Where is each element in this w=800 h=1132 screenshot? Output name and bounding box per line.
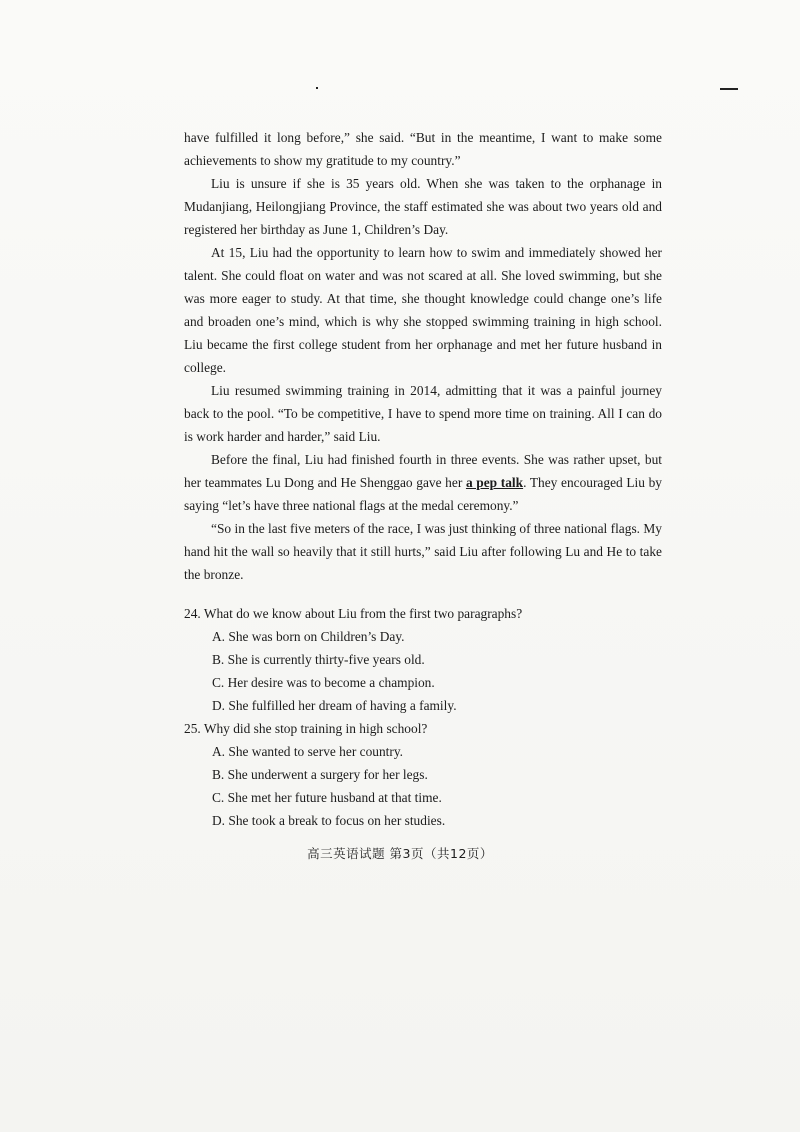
page-footer: 高三英语试题 第3页（共12页） [307,846,493,861]
option-d: D. She took a break to focus on her studies. [212,813,446,828]
question-25 [184,717,662,832]
option-d: D. She fulfilled her dream of having a family. [212,698,457,713]
paragraph-5-text-after: . They encouraged Liu by saying “let’s have three national flags at the medal ceremony.” [184,475,662,513]
passage-paragraph-4: Liu resumed swimming training in 2014, admitting that it was a painful journey back to the pool. “To be competitive, I have to spend more time on training. All I can do is work harder and harder,” said Liu. [184,383,662,444]
reading-passage [184,126,662,586]
option-c: C. Her desire was to become a champion. [212,675,435,690]
passage-paragraph-2: Liu is unsure if she is 35 years old. When she was taken to the orphanage in Mudanjiang, Heilongjiang Province, the staff estimated she was about two years old and registered her birthday as June 1, Children’s Day. [184,176,662,237]
passage-paragraph-3: At 15, Liu had the opportunity to learn how to swim and immediately showed her talent. She could float on water and was not scared at all. She loved swimming, but she was more eager to study. At that time, she thought knowledge could change one’s life and broaden one’s mind, which is why she stopped swimming training in high school. Liu became the first college student from her orphanage and met her future husband in college. [184,245,662,375]
passage-paragraph-5 [184,448,662,517]
option-c: C. She met her future husband at that time. [212,790,442,805]
passage-paragraph-1: have fulfilled it long before,” she said. “But in the meantime, I want to make some achievements to show my gratitude to my country.” [184,130,662,168]
scan-speck [316,87,318,89]
question-stem: 24. What do we know about Liu from the first two paragraphs? [184,606,523,621]
paragraph-5-text-before: Before the final, Liu had finished fourth in three events. She was rather upset, but her teammates Lu Dong and He Shenggao gave her [184,452,662,490]
option-a: A. She wanted to serve her country. [212,744,404,759]
answer-options [184,740,662,832]
option-a: A. She was born on Children’s Day. [212,629,405,644]
option-b: B. She underwent a surgery for her legs. [212,767,428,782]
question-stem: 25. Why did she stop training in high school? [184,721,428,736]
passage-paragraph-6: “So in the last five meters of the race, I was just thinking of three national flags. My hand hit the wall so heavily that it still hurts,” said Liu after following Lu and He to take the bronze. [184,521,662,582]
underlined-phrase: a pep talk [465,475,524,490]
option-b: B. She is currently thirty-five years old. [212,652,425,667]
scan-mark [720,88,738,90]
answer-options [184,625,662,717]
question-section [184,602,662,832]
question-24 [184,602,662,717]
